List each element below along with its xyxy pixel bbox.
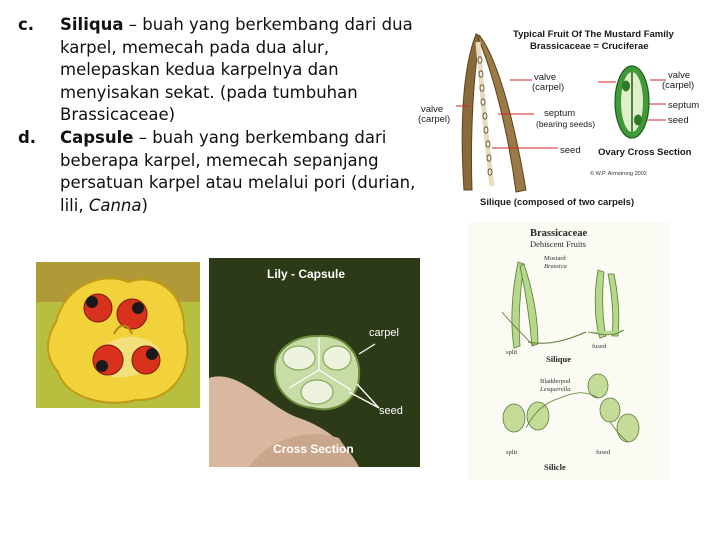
definition-item-capsule <box>18 127 418 217</box>
definition-list <box>18 14 418 217</box>
italic-name: Canna <box>88 195 142 215</box>
label-seed-right: seed <box>668 115 689 126</box>
split-top-label: split <box>506 349 518 356</box>
label-valve-left: valve <box>421 104 444 115</box>
silicle-label: Silicle <box>544 462 566 472</box>
label-septum-mid: septum <box>544 108 576 119</box>
definition-tail: ) <box>141 195 148 215</box>
item-text <box>60 14 418 127</box>
label-bearing-seeds: (bearing seeds) <box>536 119 596 129</box>
label-septum-right: septum <box>668 100 700 111</box>
label-valve-mid-sub: (carpel) <box>532 82 565 93</box>
photo-caption: Cross Section <box>273 442 354 456</box>
label-valve-right-sub: (carpel) <box>662 80 695 91</box>
item-letter: d. <box>18 127 37 147</box>
definition-item-siliqua <box>18 14 418 127</box>
split-bottom-label: split <box>506 449 518 456</box>
bladderpod-label: Bladderpod <box>540 378 571 385</box>
lesquerella-label: Lesquerella <box>540 386 571 393</box>
figure-subtitle: Brassicaceae = Cruciferae <box>530 41 649 52</box>
label-ovary-cross-section: Ovary Cross Section <box>598 147 692 158</box>
open-capsule-fruit-photo <box>36 262 200 408</box>
carpel-label: carpel <box>369 327 399 339</box>
mustard-label: Mustard <box>544 255 566 262</box>
seed-label: seed <box>379 405 403 417</box>
fused-top-label: fused <box>592 343 607 350</box>
brassicaceae-dehiscent-fruits-drawing <box>468 222 670 480</box>
photo-title: Lily - Capsule <box>267 267 346 281</box>
brassica-label: Brassica <box>544 263 567 270</box>
label-valve-left-sub: (carpel) <box>418 114 451 125</box>
mustard-silique-diagram <box>418 20 720 212</box>
item-letter: c. <box>18 15 35 34</box>
label-seed-mid: seed <box>560 145 581 156</box>
figure-caption: Silique (composed of two carpels) <box>480 197 635 208</box>
definition: – buah yang berkembang dari beberapa karpel, memecah sepanjang persatuan karpel atau melalui pori (durian, lili, <box>60 127 416 215</box>
label-valve-right: valve <box>668 70 691 81</box>
silique-label: Silique <box>546 354 572 364</box>
lily-capsule-cross-section-photo <box>209 258 420 467</box>
drawing-title: Brassicaceae <box>530 228 588 239</box>
item-text <box>60 127 418 217</box>
term: Capsule <box>60 127 134 147</box>
label-valve-mid: valve <box>534 72 557 83</box>
drawing-subtitle: Dehiscent Fruits <box>530 239 586 249</box>
term: Siliqua <box>60 15 124 34</box>
fused-bottom-label: fused <box>596 449 611 456</box>
copyright-note: © W.P. Armstrong 2002 <box>590 171 647 177</box>
figure-title: Typical Fruit Of The Mustard Family <box>513 29 674 40</box>
definition: – buah yang berkembang dari dua karpel, memecah pada dua alur, melepaskan kedua karpelnya dan menyisakan sekat. (pada tumbuhan Brassicaceae) <box>60 15 413 125</box>
